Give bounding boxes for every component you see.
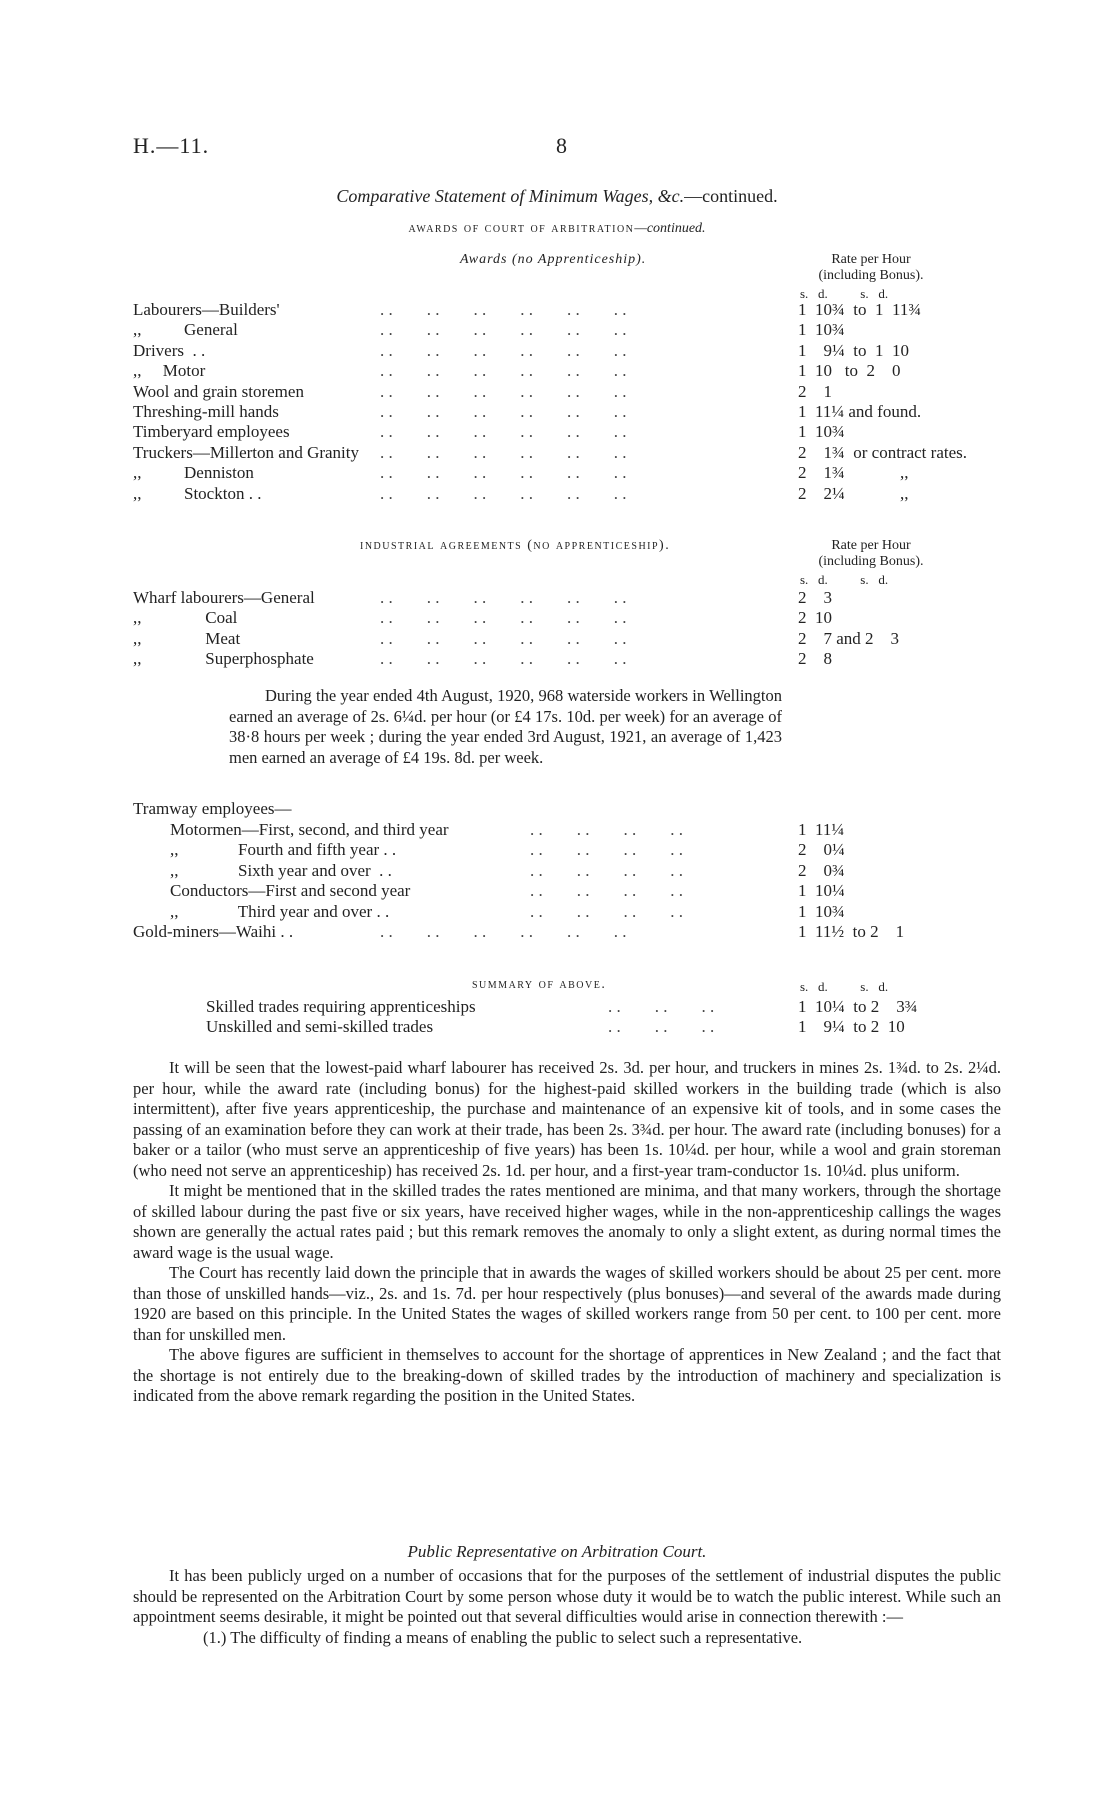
- industrial-row-label: ,, Meat: [133, 628, 241, 648]
- award-row-label: Truckers—Millerton and Granity: [133, 442, 360, 462]
- award-row-value: 1 11¼ and found.: [798, 402, 922, 421]
- leader-dots: . . . . . . . . . . . .: [380, 340, 627, 360]
- tramway-row-value: 2 0¾: [798, 860, 845, 880]
- leader-dots: . . . . . . . . . . . .: [380, 628, 627, 648]
- award-row-label: ,, General: [133, 320, 238, 340]
- paragraph-2: It might be mentioned that in the skilled trades the rates mentioned are minima, and that many workers, through the shortage of skilled labour during the past five or six years, have received higher wages, while in the non-apprenticeship callings the wages shown are generally the actual rates paid ; but this remark removes the anomaly to only a slight extent, as during normal times the award wage is the usual wage.: [133, 1181, 1001, 1262]
- award-row-label: Labourers—Builders': [133, 300, 280, 319]
- award-row-value: 2 1¾ ,,: [798, 463, 909, 483]
- tramway-row-value: 1 11¼: [798, 820, 845, 839]
- leader-dots: . . . . . . . . . . . .: [380, 483, 627, 503]
- public-rep-heading: Public Representative on Arbitration Court.: [407, 1542, 707, 1561]
- gold-miners-row-value: 1 11½ to 2 1: [798, 922, 905, 941]
- public-rep-item-1: (1.) The difficulty of finding a means of enabling the public to select such a representative.: [203, 1627, 803, 1647]
- summary-heading: [472, 977, 606, 993]
- leader-dots: . . . . . . . .: [530, 901, 683, 921]
- award-row-value: 1 10¾: [798, 320, 845, 340]
- document-reference: H.—11.: [133, 133, 210, 158]
- leader-dots: . . . . . . . . . . . .: [380, 300, 627, 319]
- gold-miners-row-label: Gold-miners—Waihi . .: [133, 922, 294, 941]
- industrial-row-label: ,, Coal: [133, 608, 238, 628]
- award-row-value: 1 10 to 2 0: [798, 361, 901, 381]
- leader-dots: . . . . . . . . . . . .: [380, 463, 627, 483]
- award-row-value: 2 1: [798, 381, 832, 401]
- leader-dots: . . . . . . . . . . . .: [380, 922, 627, 941]
- tramway-row-label: ,, Fourth and fifth year . .: [170, 840, 397, 860]
- awards-col-header: [796, 252, 946, 284]
- leader-dots: . . . . . .: [608, 997, 715, 1016]
- industrial-row-value: 2 10: [798, 608, 832, 628]
- leader-dots: . . . . . . . .: [530, 820, 683, 839]
- waterside-note: [229, 686, 782, 768]
- summary-col-units: s. d. s. d.: [800, 979, 889, 994]
- paragraph-4: The above figures are sufficient in themselves to account for the shortage of apprentices in New Zealand ; and the fact that the shortage is not entirely due to the breaking-down of skilled trades by the introduction of machinery and specialization is indicated from the above remark regarding the position in the United States.: [133, 1345, 1001, 1405]
- industrial-heading: [360, 538, 670, 554]
- tramway-row-label: Motormen—First, second, and third year: [170, 820, 449, 839]
- public-rep-paragraph: It has been publicly urged on a number of occasions that for the purposes of the settlement of industrial disputes the public should be represented on the Arbitration Court by some person whose duty it would be to watch the public interest. While such an appointment seems desirable, it might be pointed out that several difficulties would arise in connection therewith :—: [133, 1566, 1001, 1626]
- industrial-row-value: 2 8: [798, 649, 832, 669]
- leader-dots: . . . . . . . . . . . .: [380, 402, 627, 421]
- waterside-note-text: During the year ended 4th August, 1920, 968 waterside workers in Wellington earned an average of 2s. 6¼d. per hour (or £4 17s. 10d. per week) for an average of 38·8 hours per week ; during the year ended 3rd August, 1921, an average of 1,423 men earned an average of £4 19s. 8d. per week.: [229, 686, 782, 767]
- award-row-label: ,, Stockton . .: [133, 483, 262, 503]
- summary-row-label: Skilled trades requiring apprenticeships: [206, 997, 476, 1016]
- industrial-col-units: s. d. s. d.: [800, 572, 889, 587]
- awards-col-header-line1: Rate per Hour: [831, 252, 911, 267]
- award-row-label: Drivers . .: [133, 340, 206, 360]
- industrial-row-label: ,, Superphosphate: [133, 649, 314, 669]
- tramway-row-value: 2 0¼: [798, 840, 845, 860]
- leader-dots: . . . . . .: [608, 1017, 715, 1037]
- leader-dots: . . . . . . . .: [530, 881, 683, 901]
- tramway-row-label: ,, Sixth year and over . .: [170, 860, 392, 880]
- awards-heading: [0, 221, 1114, 237]
- leader-dots: . . . . . . . . . . . .: [380, 588, 627, 607]
- award-row-label: Timberyard employees: [133, 422, 290, 442]
- industrial-col-header-line1: Rate per Hour: [831, 538, 911, 553]
- public-rep-text: [133, 1566, 1001, 1648]
- leader-dots: . . . . . . . . . . . .: [380, 320, 627, 340]
- leader-dots: . . . . . . . . . . . .: [380, 422, 627, 442]
- award-row-label: ,, Motor: [133, 361, 206, 381]
- industrial-row-value: 2 7 and 2 3: [798, 628, 900, 648]
- tramway-row-label: Conductors—First and second year: [170, 881, 411, 901]
- award-row-value: 2 1¾ or contract rates.: [798, 442, 967, 462]
- awards-subheading: Awards (no Apprenticeship).: [460, 252, 647, 267]
- leader-dots: . . . . . . . . . . . .: [380, 381, 627, 401]
- awards-col-units: s. d. s. d.: [800, 286, 889, 301]
- leader-dots: . . . . . . . .: [530, 860, 683, 880]
- summary-row-value: 1 9¼ to 2 10: [798, 1017, 905, 1037]
- award-row-value: 1 10¾ to 1 11¾: [798, 300, 922, 319]
- page-title-suffix: —continued.: [684, 186, 778, 206]
- tramway-row-value: 1 10¾: [798, 901, 845, 921]
- paragraph-3: The Court has recently laid down the principle that in awards the wages of skilled workers should be about 25 per cent. more than those of unskilled hands—viz., 2s. and 1s. 7d. per hour respectively (plus bonuses)—and several of the awards made during 1920 are based on this principle. In the United States the wages of skilled workers range from 50 per cent. to 100 per cent. more than for unskilled men.: [133, 1263, 1001, 1344]
- awards-col-header-line2: (including Bonus).: [818, 268, 924, 283]
- summary-heading-text: summary of above.: [472, 977, 607, 992]
- page-title-italic: Comparative Statement of Minimum Wages, &c.: [336, 186, 685, 206]
- award-row-value: 2 2¼ ,,: [798, 483, 909, 503]
- awards-heading-text: awards of court of arbitration: [408, 221, 635, 236]
- award-row-value: 1 9¼ to 1 10: [798, 340, 909, 360]
- tramway-row-value: 1 10¼: [798, 881, 845, 901]
- page-number: 8: [556, 133, 567, 158]
- summary-row-value: 1 10¼ to 2 3¾: [798, 997, 918, 1016]
- page-title: [0, 186, 1114, 207]
- award-row-label: Threshing-mill hands: [133, 402, 279, 421]
- leader-dots: . . . . . . . . . . . .: [380, 442, 627, 462]
- industrial-row-label: Wharf labourers—General: [133, 588, 315, 607]
- leader-dots: . . . . . . . . . . . .: [380, 649, 627, 669]
- leader-dots: . . . . . . . . . . . .: [380, 361, 627, 381]
- industrial-heading-text: industrial agreements (no apprenticeship).: [360, 538, 671, 553]
- award-row-label: Wool and grain storemen: [133, 381, 304, 401]
- summary-row-label: Unskilled and semi-skilled trades: [206, 1017, 434, 1037]
- tramway-heading: Tramway employees—: [133, 799, 292, 818]
- body-text: [133, 1058, 1001, 1407]
- industrial-row-value: 2 3: [798, 588, 832, 607]
- award-row-label: ,, Denniston: [133, 463, 254, 483]
- industrial-col-header-line2: (including Bonus).: [818, 554, 924, 569]
- paragraph-1: It will be seen that the lowest-paid wharf labourer has received 2s. 3d. per hour, and truckers in mines 2s. 1¾d. to 2s. 2¼d. per hour, while the award rate (including bonus) for the highest-paid skilled workers in the building trade (which is also intermittent), after five years apprenticeship, the purchase and maintenance of an expensive kit of tools, and in some cases the passing of an examination before they can work at their trade, has been 2s. 3¾d. per hour. The award rate (including bonuses) for a baker or a tailor (who must serve an apprenticeship of five years) has been 1s. 10¼d. per hour, while a wool and grain storeman (who need not serve an apprenticeship) has received 2s. 1d. per hour, and a first-year tram-conductor 1s. 10¼d. plus uniform.: [133, 1058, 1001, 1180]
- award-row-value: 1 10¾: [798, 422, 845, 442]
- awards-heading-suffix: —continued.: [634, 221, 706, 236]
- tramway-row-label: ,, Third year and over . .: [170, 901, 390, 921]
- leader-dots: . . . . . . . .: [530, 840, 683, 860]
- industrial-col-header: [796, 538, 946, 570]
- leader-dots: . . . . . . . . . . . .: [380, 608, 627, 628]
